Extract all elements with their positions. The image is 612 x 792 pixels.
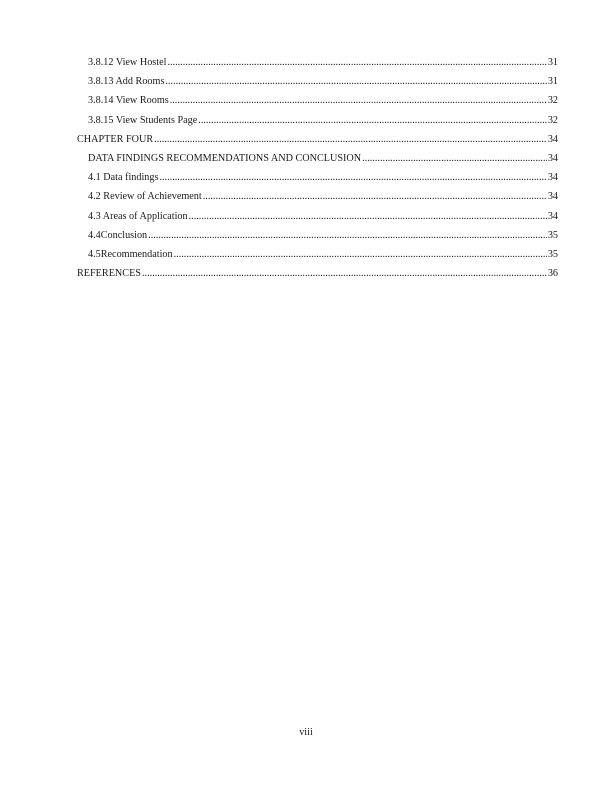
dot-leader — [198, 111, 547, 130]
toc-entry-page: 34 — [547, 191, 558, 203]
toc-entry-data-findings-heading[interactable] — [77, 149, 558, 168]
toc-entry-label: 4.5Recommendation — [88, 248, 173, 260]
toc-entry-page: 32 — [547, 114, 558, 126]
dot-leader — [362, 149, 547, 168]
toc-entry-page: 31 — [547, 76, 558, 88]
toc-entry-page: 35 — [547, 229, 558, 241]
dot-leader — [154, 130, 547, 149]
toc-entry-label: REFERENCES — [77, 268, 141, 280]
dot-leader — [167, 53, 546, 72]
toc-entry-3-8-15[interactable] — [77, 111, 558, 130]
dot-leader — [148, 226, 547, 245]
toc-entry-4-2[interactable] — [77, 187, 558, 206]
toc-entry-page: 36 — [547, 268, 558, 280]
toc-entry-4-5[interactable] — [77, 245, 558, 264]
toc-entry-label: 4.1 Data findings — [88, 172, 159, 184]
toc-entry-page: 31 — [547, 57, 558, 68]
toc-entry-label: 3.8.14 View Rooms — [88, 95, 169, 107]
toc-entry-4-3[interactable] — [77, 207, 558, 226]
toc-entry-label: 4.4Conclusion — [88, 229, 148, 241]
toc-entry-3-8-14[interactable] — [77, 91, 558, 110]
toc-entry-chapter-four[interactable] — [77, 130, 558, 149]
dot-leader — [159, 168, 546, 187]
page-number: viii — [299, 727, 313, 738]
toc-entry-label: CHAPTER FOUR — [77, 133, 154, 145]
toc-entry-page: 34 — [547, 172, 558, 184]
dot-leader — [174, 245, 547, 264]
toc-entry-label: 4.2 Review of Achievement — [88, 191, 202, 203]
toc-entry-label: 3.8.13 Add Rooms — [88, 76, 165, 88]
toc-entry-4-1[interactable] — [77, 168, 558, 187]
toc-entry-label: 3.8.15 View Students Page — [88, 114, 198, 126]
toc-entry-3-8-12[interactable] — [77, 53, 558, 72]
dot-leader — [170, 91, 547, 110]
table-of-contents — [77, 53, 558, 283]
toc-entry-label: 4.3 Areas of Application — [88, 210, 188, 222]
toc-entry-page: 32 — [547, 95, 558, 107]
toc-entry-4-4[interactable] — [77, 226, 558, 245]
dot-leader — [165, 72, 546, 91]
dot-leader — [189, 207, 547, 226]
dot-leader — [142, 264, 547, 283]
toc-entry-label: DATA FINDINGS RECOMMENDATIONS AND CONCLUSION — [88, 152, 362, 164]
toc-entry-page: 34 — [547, 210, 558, 222]
dot-leader — [203, 187, 547, 206]
toc-entry-page: 35 — [547, 248, 558, 260]
toc-entry-label: 3.8.12 View Hostel — [88, 57, 167, 68]
toc-entry-page: 34 — [547, 133, 558, 145]
toc-entry-page: 34 — [547, 152, 558, 164]
toc-entry-3-8-13[interactable] — [77, 72, 558, 91]
toc-entry-references[interactable] — [77, 264, 558, 283]
